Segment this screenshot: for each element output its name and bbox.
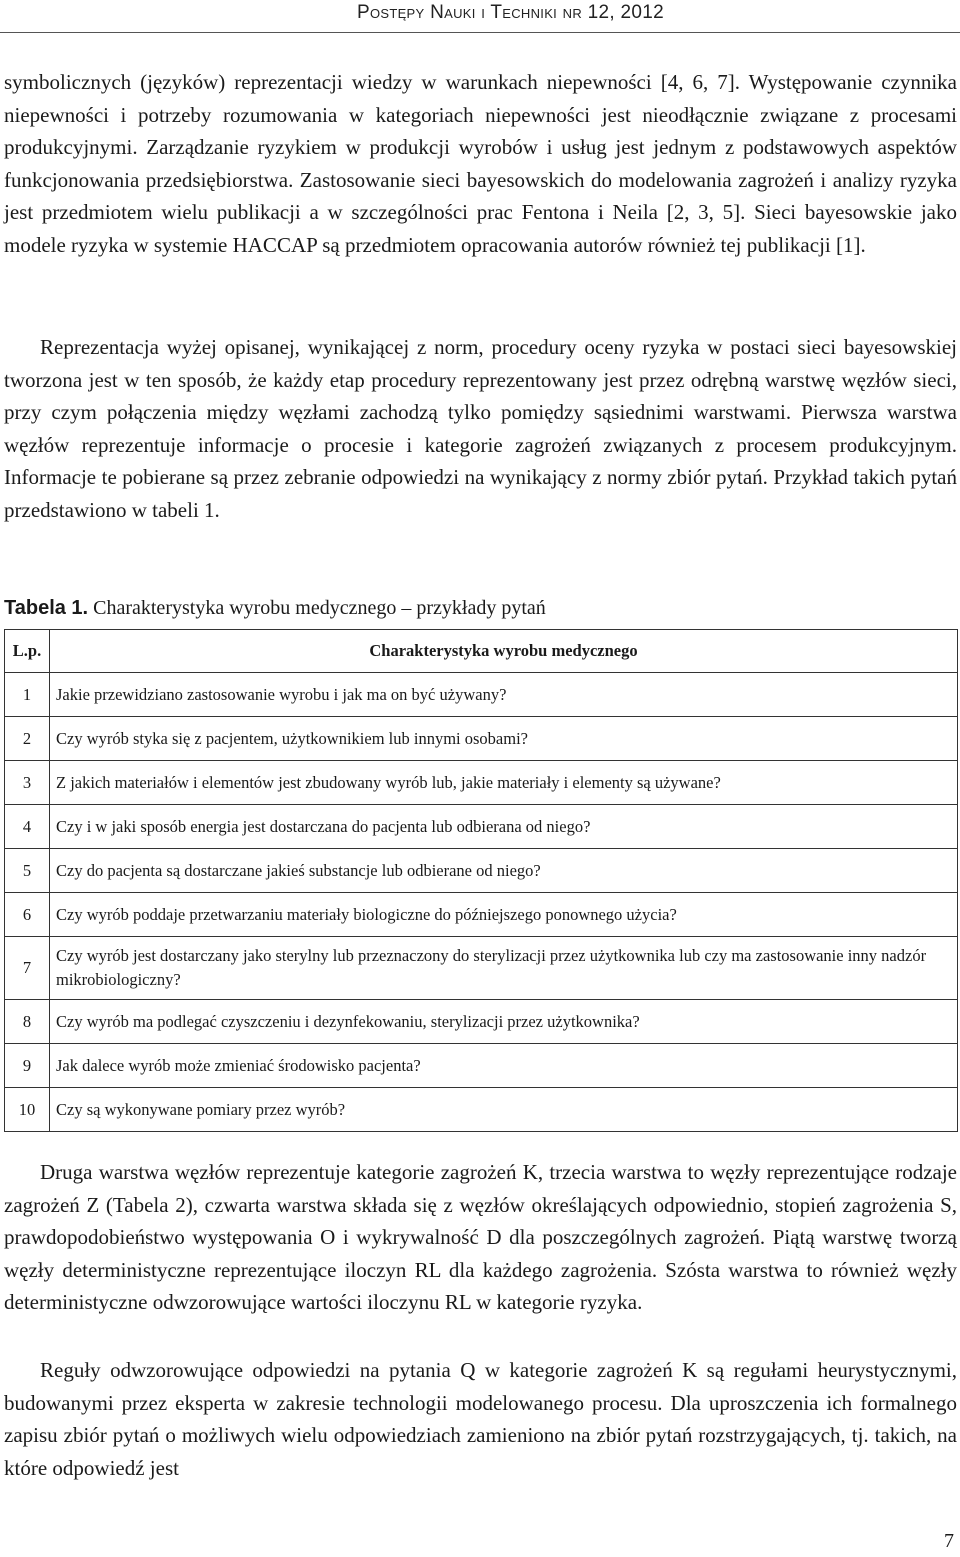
row-number: 10 [5,1088,50,1132]
paragraph-1: symbolicznych (języków) reprezentacji wiedzy w warunkach niepewności [4, 6, 7]. Występowanie czynnika niepewności i potrzeby rozumowania w kategoriach niepewności jest nieodłącznie związane z procesami produkcyjnymi. Zarządzanie ryzykiem w produkcji wyrobów i usług jest jednym z podstawowych aspektów funkcjonowania przedsiębiorstwa. Zastosowanie sieci bayesowskich do modelowania zagrożeń i analizy ryzyka jest przedmiotem wielu publikacji a w szczególności prac Fentona i Neila [2, 3, 5]. Sieci bayesowskie jako modele ryzyka w systemie HACCAP są przedmiotem opracowania autorów również tej publikacji [1]. [4,70,957,257]
table-row [5,1088,958,1132]
row-question: Czy wyrób jest dostarczany jako sterylny lub przeznaczony do sterylizacji przez użytkownika lub czy ma zastosowanie inny nadzór mikrobiologiczny? [50,937,958,1000]
row-question: Czy wyrób styka się z pacjentem, użytkownikiem lub innymi osobami? [50,717,958,761]
row-question: Z jakich materiałów i elementów jest zbudowany wyrób lub, jakie materiały i elementy są używane? [50,761,958,805]
col-header-lp: L.p. [5,630,50,673]
row-question: Jakie przewidziano zastosowanie wyrobu i jak ma on być używany? [50,673,958,717]
row-number: 9 [5,1044,50,1088]
row-number: 3 [5,761,50,805]
table-header-row [5,630,958,673]
table-row [5,849,958,893]
paragraph-4: Reguły odwzorowujące odpowiedzi na pytania Q w kategorie zagrożeń K są regułami heurystycznymi, budowanymi przez eksperta w zakresie technologii modelowanego procesu. Dla uproszczenia ich formalnego zapisu zbiór pytań o możliwych wielu odpowiedziach zamieniono na zbiór pytań rozstrzygających, tj. takich, na które odpowiedź jest [4,1358,957,1480]
table-row [5,937,958,1000]
row-question: Czy i w jaki sposób energia jest dostarczana do pacjenta lub odbierana od niego? [50,805,958,849]
row-number: 2 [5,717,50,761]
row-question: Czy do pacjenta są dostarczane jakieś substancje lub odbierane od niego? [50,849,958,893]
row-question: Czy wyrób poddaje przetwarzaniu materiały biologiczne do późniejszego ponownego użycia? [50,893,958,937]
table-row [5,1000,958,1044]
table-caption-label: Tabela 1. [4,597,89,619]
header-rule [0,32,960,33]
row-number: 8 [5,1000,50,1044]
row-number: 6 [5,893,50,937]
running-header: Postępy Nauki i Techniki nr 12, 2012 [356,2,664,23]
col-header-characteristic: Charakterystyka wyrobu medycznego [50,630,958,673]
table-row [5,893,958,937]
row-question: Czy wyrób ma podlegać czyszczeniu i dezynfekowaniu, sterylizacji przez użytkownika? [50,1000,958,1044]
paragraph-3: Druga warstwa węzłów reprezentuje kategorie zagrożeń K, trzecia warstwa to węzły reprezentujące rodzaje zagrożeń Z (Tabela 2), czwarta warstwa składa się z węzłów określających odpowiednio, stopień zagrożenia S, prawdopodobieństwo występowania O i wykrywalność D dla poszczególnych zagrożeń. Piątą warstwę tworzą węzły deterministyczne reprezentujące iloczyn RL dla każdego zagrożenia. Szósta warstwa to również węzły deterministyczne odwzorowujące wartości iloczynu RL w kategorie ryzyka. [4,1160,957,1315]
table-row [5,717,958,761]
row-number: 5 [5,849,50,893]
row-number: 4 [5,805,50,849]
table-caption [4,594,546,622]
questions-table [4,629,958,1132]
row-number: 1 [5,673,50,717]
row-number: 7 [5,937,50,1000]
table-caption-text: Charakterystyka wyrobu medycznego – przykłady pytań [93,597,546,619]
row-question: Jak dalece wyrób może zmieniać środowisko pacjenta? [50,1044,958,1088]
row-question: Czy są wykonywane pomiary przez wyrób? [50,1088,958,1132]
table-row [5,1044,958,1088]
table-row [5,761,958,805]
paragraph-2: Reprezentacja wyżej opisanej, wynikającej z norm, procedury oceny ryzyka w postaci sieci bayesowskiej tworzona jest w ten sposób, że każdy etap procedury reprezentowany jest przez odrębną warstwę węzłów sieci, przy czym połączenia między węzłami zachodzą tylko pomiędzy sąsiednimi warstwami. Pierwsza warstwa węzłów reprezentuje informacje o procesie i kategorie zagrożeń związanych z procesem produkcyjnym. Informacje te pobierane są przez zebranie odpowiedzi na wynikający z normy zbiór pytań. Przykład takich pytań przedstawiono w tabeli 1. [4,335,957,522]
page-number: 7 [944,1530,954,1552]
table-row [5,673,958,717]
table-row [5,805,958,849]
